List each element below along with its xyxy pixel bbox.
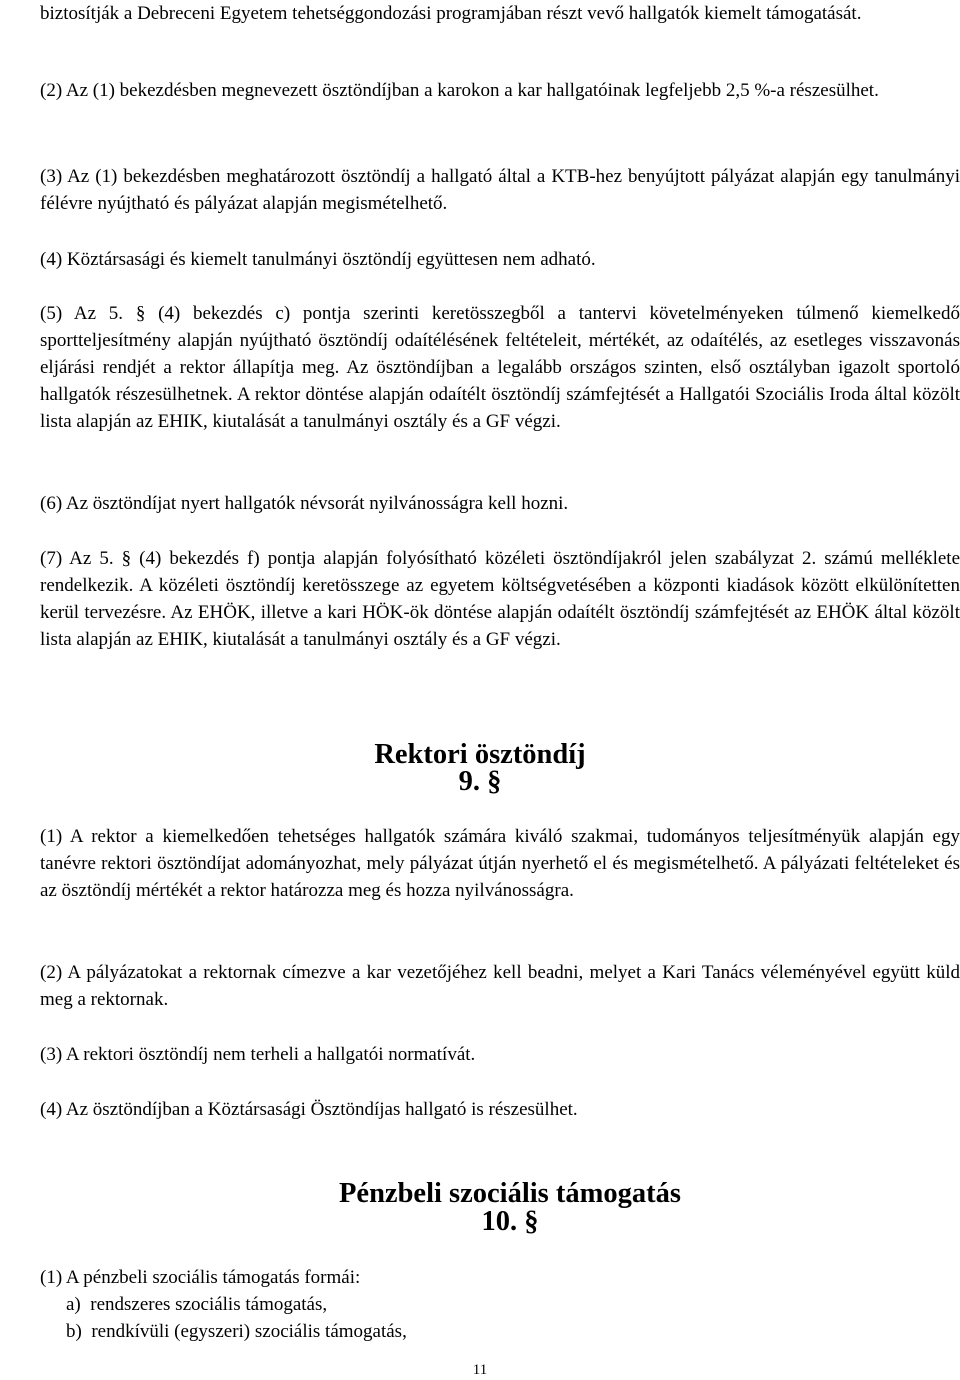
section-10-title: Pénzbeli szociális támogatás	[339, 1178, 681, 1209]
section-10-number: 10. §	[481, 1206, 539, 1237]
section-9-number: 9. §	[458, 766, 502, 797]
paragraph-7: (7) Az 5. § (4) bekezdés f) pontja alapján folyósítható közéleti ösztöndíjakról jelen szabályzat 2. számú melléklete rendelkezik. A közéleti ösztöndíj keretösszege az egyetem költségvetésében a központi kiadások között elkülönítetten kerül tervezésre. Az EHÖK, illetve a kari HÖK-ök döntése alapján odaítélt ösztöndíj számfejtését az EHÖK által közölt lista alapján az EHIK, kiutalását a tanulmányi osztály és a GF végzi.	[40, 548, 960, 650]
paragraph-5: (5) Az 5. § (4) bekezdés c) pontja szerinti keretösszegből a tantervi követelményeken túlmenő kiemelkedő sportteljesítmény alapján nyújtható ösztöndíj odaítélésének feltételeit, mértékét, az odaítélés, az esetleges visszavonás eljárási rendjét a rektor állapítja meg. Az ösztöndíjban a legalább országos szinten, első osztályban igazolt sportoló hallgatók részesülhetnek. A rektor döntése alapján odaítélt ösztöndíj számfejtését a Hallgatói Szociális Iroda által közölt lista alapján az EHIK, kiutalását a tanulmányi osztály és a GF végzi.	[40, 303, 960, 432]
list-item-a: a) rendszeres szociális támogatás,	[66, 1294, 328, 1315]
paragraph-4: (4) Köztársasági és kiemelt tanulmányi ösztöndíj együttesen nem adható.	[40, 249, 596, 270]
paragraph-3: (3) Az (1) bekezdésben meghatározott ösztöndíj a hallgató által a KTB-hez benyújtott pályázat alapján egy tanulmányi félévre nyújtható és pályázat alapján megismételhető.	[40, 166, 960, 214]
section-9-paragraph-2: (2) A pályázatokat a rektornak címezve a kar vezetőjéhez kell beadni, melyet a Kari Tanács véleményével együtt küld meg a rektornak.	[40, 962, 960, 1010]
page-number: 11	[472, 1362, 488, 1378]
section-9-paragraph-4: (4) Az ösztöndíjban a Köztársasági Ösztöndíjas hallgató is részesülhet.	[40, 1099, 578, 1120]
paragraph-2: (2) Az (1) bekezdésben megnevezett ösztöndíjban a karokon a kar hallgatóinak legfeljebb 2,5 %-a részesülhet.	[40, 80, 879, 101]
section-10-paragraph-1: (1) A pénzbeli szociális támogatás formái:	[40, 1267, 361, 1288]
section-9-paragraph-3: (3) A rektori ösztöndíj nem terheli a hallgatói normatívát.	[40, 1044, 476, 1065]
paragraph-6: (6) Az ösztöndíjat nyert hallgatók névsorát nyilvánosságra kell hozni.	[40, 493, 569, 514]
paragraph-continuation: biztosítják a Debreceni Egyetem tehetséggondozási programjában részt vevő hallgatók kiemelt támogatását.	[40, 3, 862, 24]
section-9-title: Rektori ösztöndíj	[374, 739, 586, 770]
list-item-b: b) rendkívüli (egyszeri) szociális támogatás,	[66, 1321, 407, 1342]
section-9-paragraph-1: (1) A rektor a kiemelkedően tehetséges hallgatók számára kiváló szakmai, tudományos teljesítményük alapján egy tanévre rektori ösztöndíjat adományozhat, mely pályázat útján nyerhető el és megismételhető. A pályázati feltételeket és az ösztöndíj mértékét a rektor határozza meg és hozza nyilvánosságra.	[40, 826, 960, 901]
